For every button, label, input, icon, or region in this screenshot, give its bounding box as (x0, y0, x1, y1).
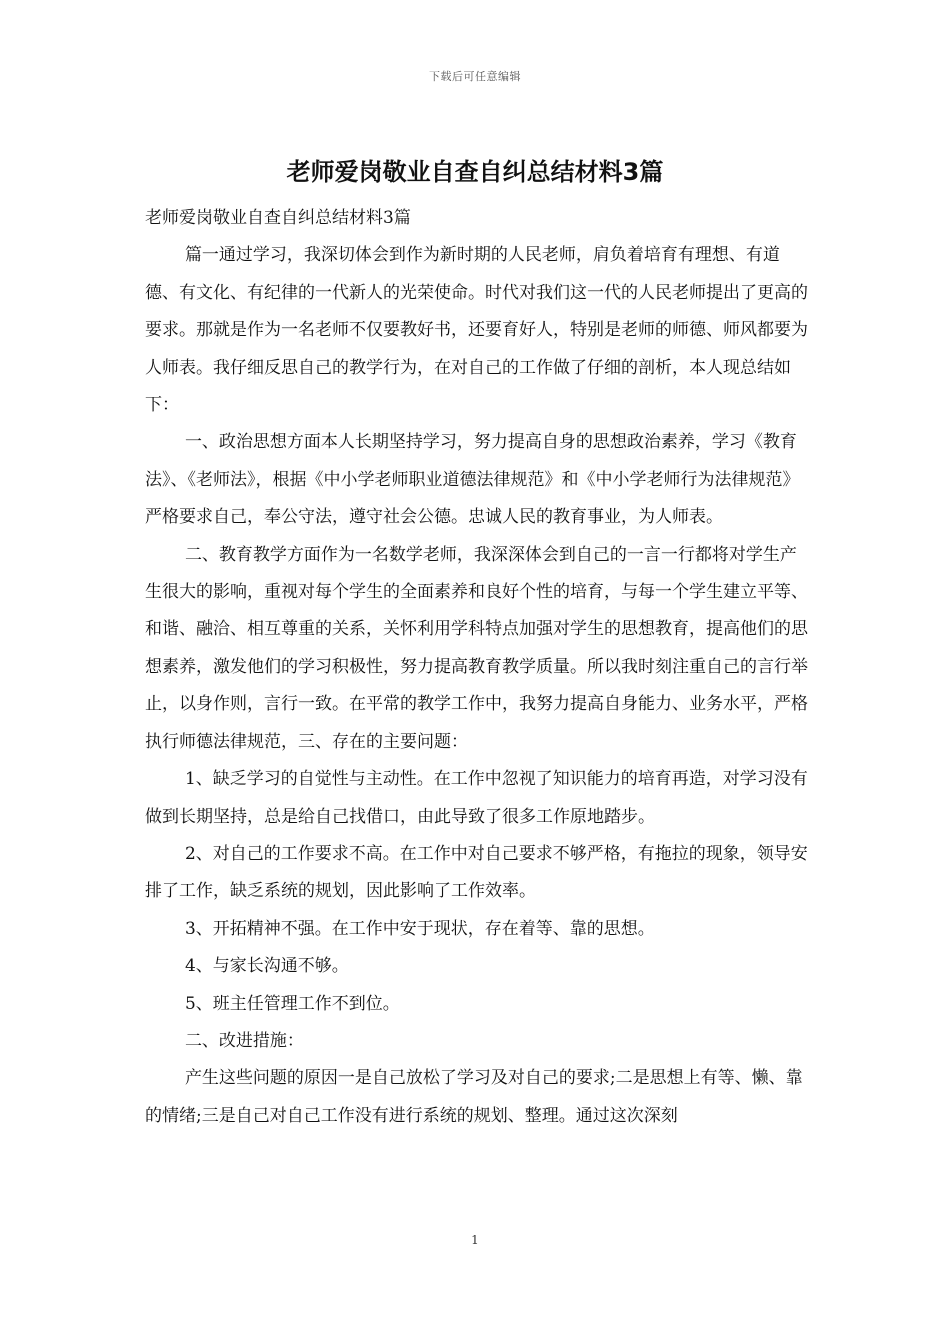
document-body (145, 200, 809, 1135)
paragraph-political: 一、政治思想方面本人长期坚持学习，努力提高自身的思想政治素养，学习《教育法》、《老师法》，根据《中小学老师职业道德法律规范》和《中小学老师行为法律规范》严格要求自己，奉公守法，遵守社会公德。忠诚人民的教育事业，为人师表。 (145, 432, 800, 528)
paragraph-issue-3: 3、开拓精神不强。在工作中安于现状，存在着等、靠的思想。 (184, 918, 655, 939)
page-header: 下载后可任意编辑 (429, 70, 521, 83)
paragraph-issue-2: 2、对自己的工作要求不高。在工作中对自己要求不够严格，有拖拉的现象，领导安排了工作，缺乏系统的规划，因此影响了工作效率。 (145, 843, 808, 902)
paragraph-measures-heading: 二、改进措施： (184, 1030, 304, 1051)
document-title: 老师爱岗敬业自查自纠总结材料3篇 (286, 158, 664, 186)
paragraph-issue-1: 1、缺乏学习的自觉性与主动性。在工作中忽视了知识能力的培育再造，对学习没有做到长期坚持，总是给自己找借口，由此导致了很多工作原地踏步。 (145, 769, 808, 827)
paragraph-teaching: 二、教育教学方面作为一名数学老师，我深深体会到自己的一言一行都将对学生产生很大的影响，重视对每个学生的全面素养和良好个性的培育，与每一个学生建立平等、和谐、融洽、相互尊重的关系，关怀利用学科特点加强对学生的思想教育，提高他们的思想素养，激发他们的学习积极性，努力提高教育教学质量。所以我时刻注重自己的言行举止，以身作则，言行一致。在平常的教学工作中，我努力提高自身能力、业务水平，严格执行师德法律规范，三、存在的主要问题： (145, 544, 808, 752)
page-number: 1 (471, 1233, 479, 1247)
paragraph-issue-4: 4、与家长沟通不够。 (184, 956, 349, 977)
subtitle-paragraph: 老师爱岗敬业自查自纠总结材料3篇 (145, 208, 411, 228)
paragraph-causes: 产生这些问题的原因一是自己放松了学习及对自己的要求;二是思想上有等、懒、靠的情绪;三是自己对自己工作没有进行系统的规划、整理。通过这次深刻 (145, 1068, 803, 1126)
paragraph-issue-5: 5、班主任管理工作不到位。 (184, 993, 400, 1014)
paragraph-intro: 篇一通过学习，我深切体会到作为新时期的人民老师，肩负着培育有理想、有道德、有文化、有纪律的一代新人的光荣使命。时代对我们这一代的人民老师提出了更高的要求。那就是作为一名老师不仅要教好书，还要育好人，特别是老师的师德、师风都要为人师表。我仔细反思自己的教学行为，在对自己的工作做了仔细的剖析，本人现总结如下： (145, 245, 808, 416)
